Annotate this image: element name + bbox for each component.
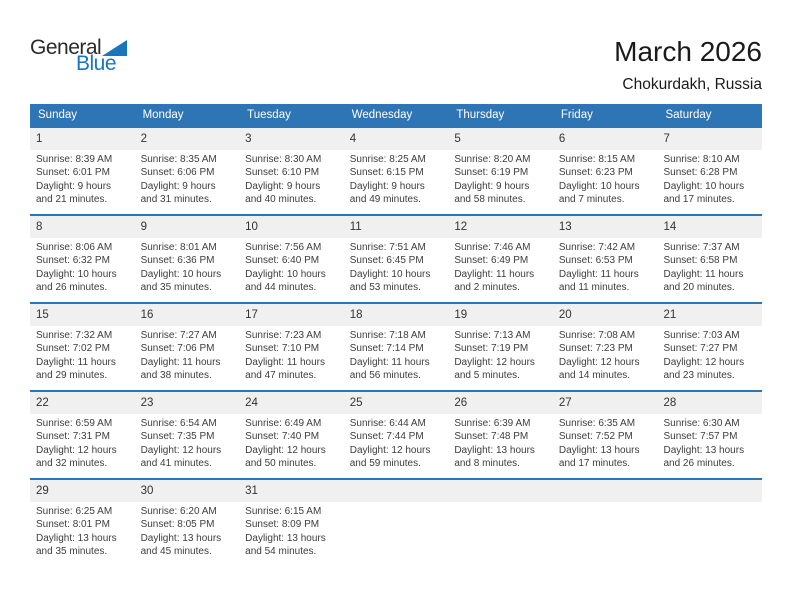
day-info-line: and 14 minutes.: [558, 370, 631, 382]
day-info-line: Sunrise: 8:35 AM: [140, 154, 217, 165]
day-info-line: Daylight: 9 hours: [140, 180, 216, 192]
day-sun-info: [553, 326, 658, 383]
day-info-line: Daylight: 10 hours: [36, 268, 117, 280]
day-info-line: Sunrise: 6:59 AM: [36, 418, 113, 429]
day-info-line: Daylight: 10 hours: [349, 268, 431, 280]
day-sun-info: [30, 150, 135, 207]
day-info-line: Sunrise: 8:01 AM: [140, 242, 217, 253]
day-cell: [135, 392, 240, 478]
day-number: 24: [239, 392, 344, 414]
day-info-line: Sunrise: 6:49 AM: [245, 418, 322, 429]
day-info-line: and 49 minutes.: [349, 194, 421, 206]
day-number: 18: [344, 304, 449, 326]
day-number: [553, 480, 658, 502]
day-info-line: and 47 minutes.: [245, 370, 317, 382]
day-info-line: Daylight: 12 hours: [36, 444, 117, 456]
day-cell: [239, 304, 344, 390]
day-info-line: and 17 minutes.: [558, 458, 631, 470]
weekday-header-tuesday: Tuesday: [247, 109, 291, 121]
day-info-line: and 20 minutes.: [663, 282, 735, 294]
day-number: 14: [657, 216, 762, 238]
day-number: 4: [344, 128, 449, 150]
day-info-line: and 58 minutes.: [454, 194, 526, 206]
day-info-line: Daylight: 10 hours: [663, 180, 745, 192]
day-info-line: and 23 minutes.: [663, 370, 735, 382]
day-info-line: and 21 minutes.: [36, 194, 108, 206]
empty-day-cell: [344, 480, 449, 566]
day-info-line: Sunrise: 6:39 AM: [454, 418, 531, 429]
day-info-line: Sunset: 7:48 PM: [454, 431, 529, 443]
day-info-line: Sunrise: 7:13 AM: [454, 330, 531, 341]
day-sun-info: [135, 502, 240, 559]
day-info-line: Sunrise: 8:25 AM: [349, 154, 426, 165]
day-info-line: and 17 minutes.: [663, 194, 735, 206]
day-info-line: Sunset: 6:15 PM: [349, 167, 424, 179]
day-info-line: Sunset: 6:01 PM: [36, 167, 110, 179]
day-number: 21: [657, 304, 762, 326]
day-cell: [657, 216, 762, 302]
day-info-line: Daylight: 11 hours: [454, 268, 535, 280]
day-info-line: and 44 minutes.: [245, 282, 317, 294]
day-sun-info: [657, 150, 762, 207]
day-sun-info: [135, 326, 240, 383]
day-info-line: Daylight: 13 hours: [454, 444, 535, 456]
empty-day-cell: [553, 480, 658, 566]
day-sun-info: [344, 326, 449, 383]
day-info-line: and 56 minutes.: [349, 370, 421, 382]
day-cell: [553, 216, 658, 302]
day-info-line: Sunrise: 8:06 AM: [36, 242, 113, 253]
day-sun-info: [553, 414, 658, 471]
day-info-line: and 8 minutes.: [454, 458, 520, 470]
day-cell: [135, 128, 240, 214]
day-info-line: Daylight: 11 hours: [245, 356, 326, 368]
day-sun-info: [344, 414, 449, 471]
day-cell: [657, 304, 762, 390]
day-sun-info: [448, 150, 553, 207]
day-number: 25: [344, 392, 449, 414]
day-sun-info: [239, 414, 344, 471]
day-sun-info: [448, 414, 553, 471]
day-info-line: and 5 minutes.: [454, 370, 520, 382]
day-cell: [344, 216, 449, 302]
day-info-line: Sunrise: 7:23 AM: [245, 330, 322, 341]
day-info-line: Sunset: 6:36 PM: [140, 255, 215, 267]
day-info-line: Sunset: 6:49 PM: [454, 255, 529, 267]
day-info-line: Sunset: 8:09 PM: [245, 519, 320, 531]
day-cell: [30, 128, 135, 214]
day-info-line: and 40 minutes.: [245, 194, 317, 206]
title-block: [614, 36, 762, 94]
day-cell: [30, 480, 135, 566]
day-cell: [344, 392, 449, 478]
day-cell: [553, 392, 658, 478]
day-info-line: Daylight: 12 hours: [558, 356, 640, 368]
day-number: 16: [135, 304, 240, 326]
day-info-line: Sunrise: 7:37 AM: [663, 242, 740, 253]
day-number: 11: [344, 216, 449, 238]
day-info-line: Sunset: 6:32 PM: [36, 255, 110, 267]
day-cell: [30, 304, 135, 390]
day-cell: [30, 216, 135, 302]
day-info-line: Sunrise: 7:32 AM: [36, 330, 113, 341]
day-sun-info: [239, 326, 344, 383]
day-cell: [448, 128, 553, 214]
week-row: [30, 214, 762, 302]
general-blue-logo: [30, 38, 130, 74]
day-info-line: Sunset: 7:57 PM: [663, 431, 738, 443]
day-cell: [239, 480, 344, 566]
day-info-line: Sunset: 6:58 PM: [663, 255, 738, 267]
day-sun-info: [135, 238, 240, 295]
day-cell: [135, 216, 240, 302]
day-sun-info: [344, 238, 449, 295]
day-info-line: Sunset: 7:35 PM: [140, 431, 215, 443]
day-info-line: Sunrise: 8:39 AM: [36, 154, 113, 165]
day-number: 15: [30, 304, 135, 326]
day-sun-info: [448, 326, 553, 383]
day-number: 10: [239, 216, 344, 238]
day-info-line: Sunset: 6:19 PM: [454, 167, 529, 179]
day-info-line: Daylight: 11 hours: [349, 356, 430, 368]
day-number: 20: [553, 304, 658, 326]
day-info-line: Daylight: 12 hours: [454, 356, 535, 368]
day-cell: [448, 392, 553, 478]
day-sun-info: [30, 326, 135, 383]
day-info-line: and 59 minutes.: [349, 458, 421, 470]
day-info-line: Daylight: 10 hours: [245, 268, 326, 280]
day-info-line: Sunset: 7:23 PM: [558, 343, 633, 355]
day-info-line: Sunrise: 6:15 AM: [245, 506, 322, 517]
day-cell: [448, 304, 553, 390]
day-number: 2: [135, 128, 240, 150]
day-number: 9: [135, 216, 240, 238]
day-info-line: Sunrise: 6:54 AM: [140, 418, 217, 429]
day-info-line: Sunrise: 6:20 AM: [140, 506, 217, 517]
day-info-line: and 41 minutes.: [140, 458, 212, 470]
day-info-line: Sunset: 6:23 PM: [558, 167, 633, 179]
week-row: [30, 390, 762, 478]
day-info-line: Sunset: 6:28 PM: [663, 167, 738, 179]
day-info-line: Sunset: 7:14 PM: [349, 343, 424, 355]
day-info-line: Daylight: 12 hours: [140, 444, 222, 456]
day-sun-info: [135, 150, 240, 207]
day-number: 3: [239, 128, 344, 150]
day-info-line: Daylight: 13 hours: [36, 532, 117, 544]
day-cell: [135, 304, 240, 390]
day-sun-info: [30, 502, 135, 559]
day-cell: [135, 480, 240, 566]
day-info-line: Sunset: 7:27 PM: [663, 343, 738, 355]
day-sun-info: [30, 238, 135, 295]
day-info-line: Sunset: 8:01 PM: [36, 519, 110, 531]
day-sun-info: [344, 150, 449, 207]
week-row: [30, 478, 762, 566]
day-info-line: Sunrise: 7:46 AM: [454, 242, 531, 253]
day-info-line: Daylight: 9 hours: [349, 180, 425, 192]
day-info-line: Sunrise: 8:20 AM: [454, 154, 531, 165]
day-info-line: Sunrise: 7:51 AM: [349, 242, 426, 253]
day-cell: [657, 128, 762, 214]
day-info-line: and 35 minutes.: [140, 282, 212, 294]
day-info-line: Sunrise: 6:25 AM: [36, 506, 113, 517]
day-info-line: Sunrise: 6:35 AM: [558, 418, 636, 429]
day-info-line: and 54 minutes.: [245, 546, 317, 558]
day-number: 28: [657, 392, 762, 414]
day-info-line: and 50 minutes.: [245, 458, 317, 470]
day-info-line: Sunset: 7:52 PM: [558, 431, 633, 443]
day-info-line: Daylight: 11 hours: [558, 268, 639, 280]
day-info-line: Daylight: 12 hours: [245, 444, 326, 456]
day-info-line: Sunset: 7:44 PM: [349, 431, 424, 443]
logo-word-blue: Blue: [75, 52, 116, 75]
day-info-line: Sunrise: 7:08 AM: [558, 330, 636, 341]
day-number: 26: [448, 392, 553, 414]
day-info-line: and 26 minutes.: [36, 282, 108, 294]
weeks-container: [30, 126, 762, 566]
day-info-line: Daylight: 12 hours: [663, 356, 745, 368]
day-info-line: and 53 minutes.: [349, 282, 421, 294]
day-info-line: and 32 minutes.: [36, 458, 108, 470]
day-info-line: Daylight: 11 hours: [140, 356, 221, 368]
weekday-header-monday: Monday: [142, 109, 184, 121]
day-cell: [657, 392, 762, 478]
day-info-line: Sunrise: 6:44 AM: [349, 418, 426, 429]
weekday-header-friday: Friday: [560, 109, 593, 121]
day-info-line: and 38 minutes.: [140, 370, 212, 382]
day-number: [657, 480, 762, 502]
day-info-line: Sunset: 6:40 PM: [245, 255, 320, 267]
day-info-line: and 2 minutes.: [454, 282, 520, 294]
day-info-line: Daylight: 13 hours: [558, 444, 640, 456]
day-info-line: Sunset: 7:02 PM: [36, 343, 110, 355]
day-info-line: Sunrise: 7:42 AM: [558, 242, 636, 253]
page-subtitle-location: Chokurdakh, Russia: [622, 76, 762, 93]
day-info-line: Daylight: 9 hours: [454, 180, 530, 192]
day-cell: [239, 392, 344, 478]
day-info-line: and 31 minutes.: [140, 194, 212, 206]
day-info-line: and 29 minutes.: [36, 370, 108, 382]
day-number: 23: [135, 392, 240, 414]
week-row: [30, 126, 762, 214]
day-info-line: Daylight: 10 hours: [140, 268, 222, 280]
day-sun-info: [553, 238, 658, 295]
day-info-line: and 11 minutes.: [558, 282, 630, 294]
day-info-line: Daylight: 13 hours: [663, 444, 745, 456]
day-info-line: Sunset: 7:10 PM: [245, 343, 320, 355]
day-number: 7: [657, 128, 762, 150]
day-info-line: Sunset: 7:06 PM: [140, 343, 215, 355]
day-info-line: Daylight: 9 hours: [36, 180, 112, 192]
day-info-line: and 26 minutes.: [663, 458, 735, 470]
weekday-header-row: [30, 104, 762, 126]
day-info-line: Sunset: 7:40 PM: [245, 431, 320, 443]
weekday-header-sunday: Sunday: [38, 109, 78, 121]
weekday-header-thursday: Thursday: [456, 109, 505, 121]
day-info-line: Sunrise: 8:15 AM: [558, 154, 636, 165]
day-number: 27: [553, 392, 658, 414]
day-info-line: Sunrise: 7:56 AM: [245, 242, 322, 253]
day-sun-info: [657, 414, 762, 471]
day-number: [448, 480, 553, 502]
day-info-line: Sunrise: 7:27 AM: [140, 330, 217, 341]
day-info-line: Daylight: 11 hours: [663, 268, 744, 280]
day-number: 19: [448, 304, 553, 326]
day-number: 30: [135, 480, 240, 502]
day-info-line: Sunrise: 7:18 AM: [349, 330, 426, 341]
logo-word-general: General: [30, 36, 102, 59]
day-info-line: Sunset: 8:05 PM: [140, 519, 215, 531]
calendar-table: [30, 104, 762, 566]
day-number: 12: [448, 216, 553, 238]
week-row: [30, 302, 762, 390]
day-cell: [344, 128, 449, 214]
empty-day-cell: [657, 480, 762, 566]
day-cell: [553, 128, 658, 214]
day-sun-info: [239, 238, 344, 295]
day-sun-info: [657, 238, 762, 295]
day-cell: [344, 304, 449, 390]
day-cell: [553, 304, 658, 390]
day-sun-info: [553, 150, 658, 207]
day-info-line: Daylight: 9 hours: [245, 180, 321, 192]
day-info-line: Sunrise: 6:30 AM: [663, 418, 740, 429]
day-info-line: and 35 minutes.: [36, 546, 108, 558]
day-number: 6: [553, 128, 658, 150]
day-sun-info: [239, 502, 344, 559]
day-number: 17: [239, 304, 344, 326]
day-info-line: Sunset: 6:45 PM: [349, 255, 424, 267]
day-number: 13: [553, 216, 658, 238]
day-cell: [239, 216, 344, 302]
day-info-line: Sunset: 6:06 PM: [140, 167, 215, 179]
day-info-line: Sunset: 6:53 PM: [558, 255, 633, 267]
day-info-line: Daylight: 11 hours: [36, 356, 116, 368]
day-info-line: Sunset: 6:10 PM: [245, 167, 320, 179]
page-title: March 2026: [614, 36, 762, 67]
day-info-line: and 45 minutes.: [140, 546, 212, 558]
weekday-header-saturday: Saturday: [665, 109, 712, 121]
day-number: 1: [30, 128, 135, 150]
day-number: [344, 480, 449, 502]
day-info-line: Daylight: 12 hours: [349, 444, 431, 456]
day-number: 8: [30, 216, 135, 238]
day-info-line: Sunrise: 7:03 AM: [663, 330, 740, 341]
day-cell: [239, 128, 344, 214]
weekday-header-wednesday: Wednesday: [351, 109, 413, 121]
day-number: 22: [30, 392, 135, 414]
day-sun-info: [448, 238, 553, 295]
day-info-line: Sunset: 7:31 PM: [36, 431, 110, 443]
day-info-line: Sunrise: 8:30 AM: [245, 154, 322, 165]
day-number: 5: [448, 128, 553, 150]
day-sun-info: [239, 150, 344, 207]
day-number: 29: [30, 480, 135, 502]
day-info-line: Daylight: 13 hours: [245, 532, 326, 544]
day-info-line: Daylight: 10 hours: [558, 180, 640, 192]
day-number: 31: [239, 480, 344, 502]
day-info-line: Daylight: 13 hours: [140, 532, 222, 544]
day-sun-info: [30, 414, 135, 471]
empty-day-cell: [448, 480, 553, 566]
day-cell: [30, 392, 135, 478]
day-sun-info: [135, 414, 240, 471]
day-info-line: Sunrise: 8:10 AM: [663, 154, 740, 165]
day-sun-info: [657, 326, 762, 383]
day-info-line: Sunset: 7:19 PM: [454, 343, 529, 355]
day-info-line: and 7 minutes.: [558, 194, 625, 206]
day-cell: [448, 216, 553, 302]
